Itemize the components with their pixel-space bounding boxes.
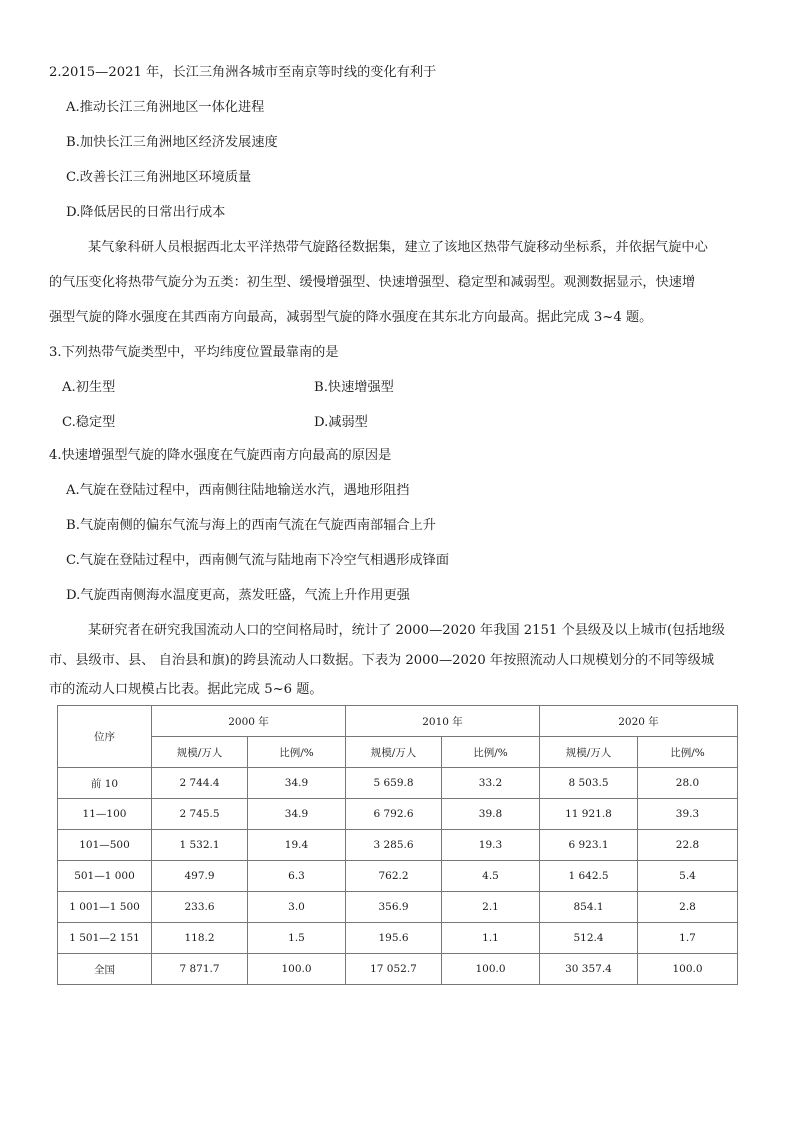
year-header: 2000 年 (152, 706, 346, 737)
table-cell: 17 052.7 (346, 954, 442, 985)
table-cell: 11 921.8 (540, 799, 638, 830)
table-row (58, 830, 738, 861)
table-cell: 6.3 (248, 861, 346, 892)
rank-cell: 全国 (58, 954, 152, 985)
q3-option-d: D.减弱型 (314, 415, 368, 430)
migration-table (57, 705, 738, 985)
passage-line: 的气压变化将热带气旋分为五类：初生型、缓慢增强型、快速增强型、稳定型和减弱型。观测数据显示，快速增 (49, 275, 696, 290)
q2-stem: 2.2015—2021 年，长江三角洲各城市至南京等时线的变化有利于 (49, 65, 437, 80)
q4-option-c: C.气旋在登陆过程中，西南侧气流与陆地南下冷空气相遇形成锋面 (66, 553, 450, 568)
table-cell: 39.3 (638, 799, 738, 830)
q3-option-b: B.快速增强型 (314, 380, 394, 395)
table-cell: 100.0 (248, 954, 346, 985)
table-cell: 762.2 (346, 861, 442, 892)
table-cell: 7 871.7 (152, 954, 248, 985)
table-row (58, 799, 738, 830)
table-cell: 8 503.5 (540, 768, 638, 799)
table-cell: 19.3 (442, 830, 540, 861)
table-cell: 33.2 (442, 768, 540, 799)
q2-option-d: D.降低居民的日常出行成本 (66, 205, 226, 220)
table-cell: 195.6 (346, 923, 442, 954)
table-cell: 1 532.1 (152, 830, 248, 861)
rank-cell: 101—500 (58, 830, 152, 861)
table-cell: 6 792.6 (346, 799, 442, 830)
q3-stem: 3.下列热带气旋类型中，平均纬度位置最靠南的是 (49, 345, 339, 360)
ratio-header: 比例/% (442, 737, 540, 768)
q4-option-a: A.气旋在登陆过程中，西南侧往陆地输送水汽，遇地形阻挡 (66, 483, 410, 498)
rank-header: 位序 (58, 706, 152, 768)
ratio-header: 比例/% (248, 737, 346, 768)
table-cell: 2 744.4 (152, 768, 248, 799)
year-header: 2020 年 (540, 706, 738, 737)
passage-line: 市、县级市、县、 自治县和旗)的跨县流动人口数据。下表为 2000—2020 年按照流动人口规模划分的不同等级城 (49, 653, 715, 668)
rank-cell: 前 10 (58, 768, 152, 799)
table-cell: 356.9 (346, 892, 442, 923)
q2-option-a: A.推动长江三角洲地区一体化进程 (66, 100, 265, 115)
table-cell: 100.0 (442, 954, 540, 985)
table-cell: 30 357.4 (540, 954, 638, 985)
ratio-header: 比例/% (638, 737, 738, 768)
scale-header: 规模/万人 (346, 737, 442, 768)
table-cell: 2.8 (638, 892, 738, 923)
table-cell: 118.2 (152, 923, 248, 954)
table-row (58, 892, 738, 923)
table-cell: 34.9 (248, 768, 346, 799)
table-row (58, 768, 738, 799)
table-cell: 2.1 (442, 892, 540, 923)
table-cell: 39.8 (442, 799, 540, 830)
q3-option-c: C.稳定型 (62, 415, 116, 430)
table-cell: 5 659.8 (346, 768, 442, 799)
table-cell: 5.4 (638, 861, 738, 892)
passage-line: 强型气旋的降水强度在其西南方向最高，减弱型气旋的降水强度在其东北方向最高。据此完成 3~4 题。 (49, 310, 653, 325)
rank-cell: 11—100 (58, 799, 152, 830)
q3-option-a: A.初生型 (62, 380, 116, 395)
year-header: 2010 年 (346, 706, 540, 737)
table-row (58, 861, 738, 892)
scale-header: 规模/万人 (540, 737, 638, 768)
table-cell: 6 923.1 (540, 830, 638, 861)
q2-option-c: C.改善长江三角洲地区环境质量 (66, 170, 252, 185)
table-cell: 512.4 (540, 923, 638, 954)
passage-line: 市的流动人口规模占比表。据此完成 5~6 题。 (49, 682, 323, 697)
table-cell: 3.0 (248, 892, 346, 923)
q2-option-b: B.加快长江三角洲地区经济发展速度 (66, 135, 278, 150)
passage-line: 某气象科研人员根据西北太平洋热带气旋路径数据集，建立了该地区热带气旋移动坐标系，并依据气旋中心 (88, 240, 708, 255)
table-cell: 1.7 (638, 923, 738, 954)
rank-cell: 1 501—2 151 (58, 923, 152, 954)
table-cell: 2 745.5 (152, 799, 248, 830)
table-cell: 3 285.6 (346, 830, 442, 861)
passage-line: 某研究者在研究我国流动人口的空间格局时，统计了 2000—2020 年我国 2151 个县级及以上城市(包括地级 (88, 623, 725, 638)
table-row (58, 923, 738, 954)
table-cell: 4.5 (442, 861, 540, 892)
rank-cell: 1 001—1 500 (58, 892, 152, 923)
table-cell: 19.4 (248, 830, 346, 861)
table-cell: 1.5 (248, 923, 346, 954)
table-cell: 497.9 (152, 861, 248, 892)
q4-option-d: D.气旋西南侧海水温度更高，蒸发旺盛，气流上升作用更强 (66, 588, 410, 603)
rank-cell: 501—1 000 (58, 861, 152, 892)
table-cell: 100.0 (638, 954, 738, 985)
table-cell: 28.0 (638, 768, 738, 799)
table-cell: 22.8 (638, 830, 738, 861)
table-cell: 1 642.5 (540, 861, 638, 892)
q4-option-b: B.气旋南侧的偏东气流与海上的西南气流在气旋西南部辐合上升 (66, 518, 436, 533)
table-cell: 233.6 (152, 892, 248, 923)
table-cell: 1.1 (442, 923, 540, 954)
q4-stem: 4.快速增强型气旋的降水强度在气旋西南方向最高的原因是 (49, 448, 392, 463)
table-cell: 854.1 (540, 892, 638, 923)
table-row-total (58, 954, 738, 985)
scale-header: 规模/万人 (152, 737, 248, 768)
table-cell: 34.9 (248, 799, 346, 830)
